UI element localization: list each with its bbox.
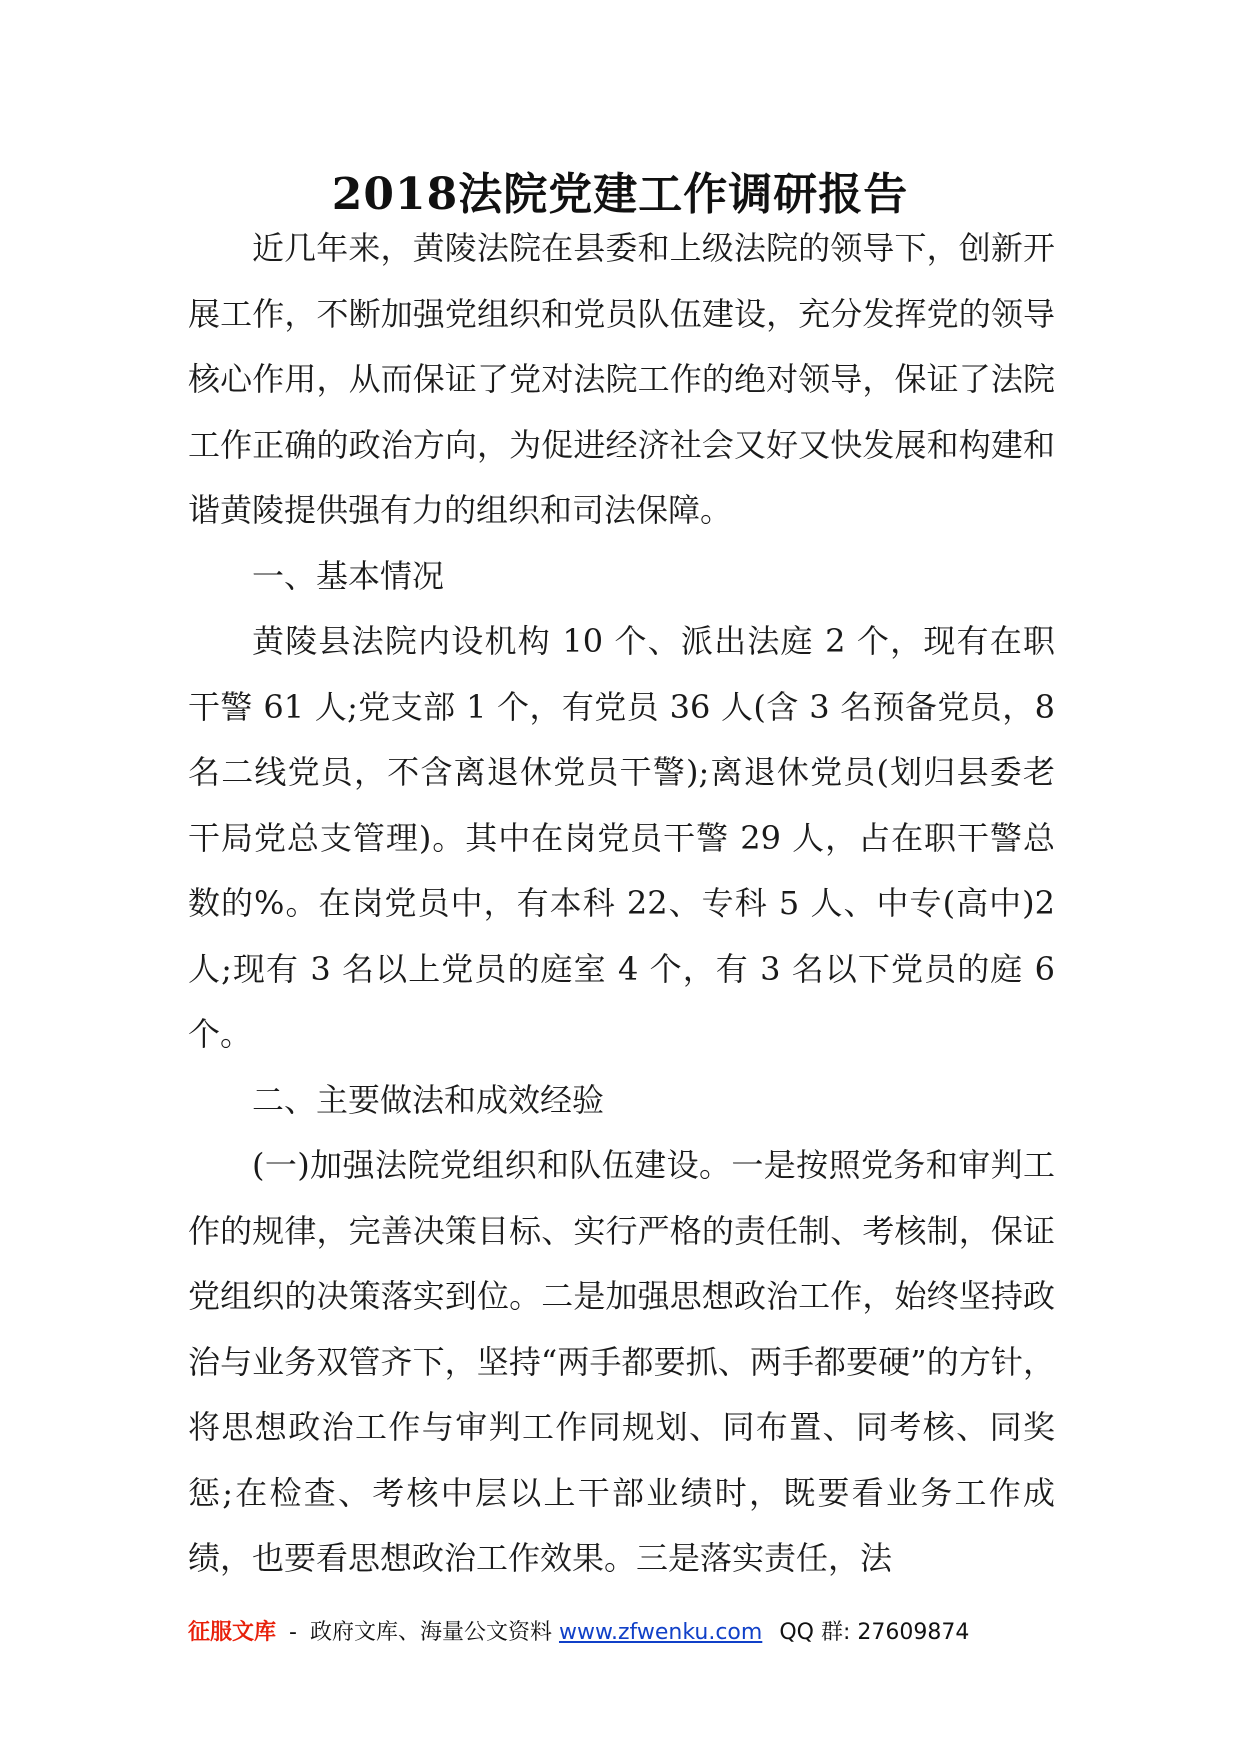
footer-description: 政府文库、海量公文资料 <box>309 1620 552 1645</box>
paragraph-basic-info: 黄陵县法院内设机构 10 个、派出法庭 2 个，现有在职干警 61 人;党支部 1 个，有党员 36 人(含 3 名预备党员，8 名二线党员，不含离退休党员干警);离退休党员(划归县委老干局党总支管理)。其中在岗党员干警 29 人，占在职干警总数的%。在岗党员中，有本科 22、专科 5 人、中专(高中)2 人;现有 3 名以上党员的庭室 4 个，有 3 名以下党员的庭 6 个。 <box>188 622 1055 1053</box>
document-body <box>188 216 1055 1592</box>
footer-link[interactable]: www.zfwenku.com <box>558 1620 763 1645</box>
document-title: 2018法院党建工作调研报告 <box>331 169 909 220</box>
section-heading-practices: 二、主要做法和成效经验 <box>252 1080 605 1119</box>
page-footer <box>188 1615 1055 1646</box>
footer-qq: QQ 群: 27609874 <box>779 1620 970 1645</box>
section-heading-basic: 一、基本情况 <box>252 556 445 595</box>
paragraph-practices: (一)加强法院党组织和队伍建设。一是按照党务和审判工作的规律，完善决策目标、实行严格的责任制、考核制，保证党组织的决策落实到位。二是加强思想政治工作，始终坚持政治与业务双管齐下，坚持“两手都要抓、两手都要硬”的方针，将思想政治工作与审判工作同规划、同布置、同考核、同奖惩;在检查、考核中层以上干部业绩时，既要看业务工作成绩，也要看思想政治工作效果。三是落实责任，法 <box>188 1146 1055 1577</box>
footer-brand: 征服文库 <box>188 1620 277 1645</box>
paragraph-intro: 近几年来，黄陵法院在县委和上级法院的领导下，创新开展工作，不断加强党组织和党员队伍建设，充分发挥党的领导核心作用，从而保证了党对法院工作的绝对领导，保证了法院工作正确的政治方向，为促进经济社会又好又快发展和构建和谐黄陵提供强有力的组织和司法保障。 <box>188 229 1055 529</box>
footer-separator: - <box>289 1620 297 1645</box>
